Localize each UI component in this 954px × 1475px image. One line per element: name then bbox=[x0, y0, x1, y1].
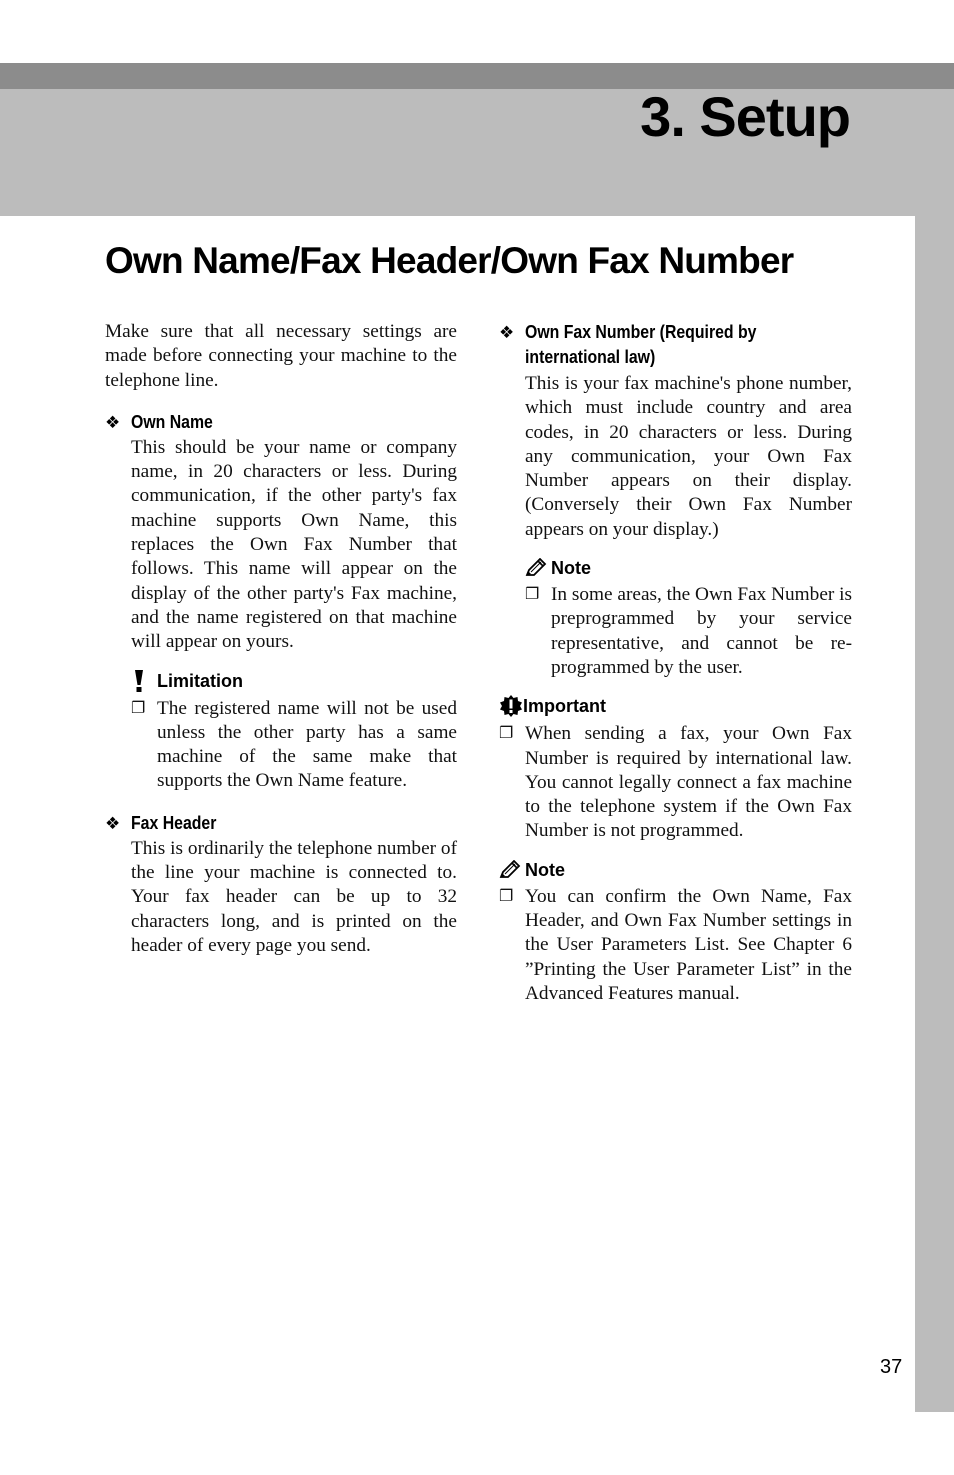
note-heading-text: Note bbox=[525, 859, 565, 880]
note-box-own-fax bbox=[525, 556, 852, 680]
fax-header-heading bbox=[105, 811, 457, 836]
four-diamond-icon: ❖ bbox=[105, 412, 121, 432]
left-column bbox=[105, 320, 457, 958]
own-name-heading bbox=[105, 410, 457, 435]
limitation-heading-text: Limitation bbox=[157, 670, 243, 691]
list-item bbox=[131, 697, 457, 794]
limitation-heading bbox=[131, 669, 457, 693]
important-box bbox=[499, 694, 852, 843]
note-box-general bbox=[499, 858, 852, 1006]
right-column bbox=[499, 320, 852, 1006]
checkbox-icon: ❐ bbox=[499, 725, 514, 743]
checkbox-icon: ❐ bbox=[499, 887, 514, 905]
note-item-text: You can confirm the Own Name, Fax Header, and Own Fax Number settings in the User Parameters List. See Chapter 6 ”Printing the User Parameter List” in the Advanced Features manual. bbox=[525, 885, 852, 1004]
pencil-icon bbox=[525, 558, 551, 578]
four-diamond-icon: ❖ bbox=[499, 323, 515, 342]
important-item-text: When sending a fax, your Own Fax Number is required by international law. You cannot legally connect a fax machine to the telephone system if the Own Fax Number is not programmed. bbox=[525, 723, 852, 842]
list-item bbox=[525, 583, 852, 680]
section-title: Own Name/Fax Header/Own Fax Number bbox=[105, 240, 794, 281]
own-name-heading-text: Own Name bbox=[131, 411, 213, 432]
page-number: 37 bbox=[880, 1356, 903, 1378]
own-fax-number-body: This is your fax machine's phone number, which must include country and area codes, in 20 characters or less. During any communication, your Own Fax Number appears on their display. (Conversely their Own Fax Number appears on your display.) bbox=[525, 373, 852, 540]
warning-seal-icon bbox=[499, 694, 525, 718]
note-heading-text: Note bbox=[551, 558, 591, 579]
fax-header-body: This is ordinarily the telephone number of the line your machine is connected to. Your fax header can be up to 32 characters long, and is printed on the header of every page you send. bbox=[131, 837, 457, 956]
own-fax-number-heading bbox=[499, 320, 852, 370]
exclamation-icon bbox=[131, 669, 157, 693]
note-heading bbox=[499, 858, 852, 882]
list-item bbox=[499, 722, 852, 843]
note-heading bbox=[525, 556, 852, 580]
checkbox-icon: ❐ bbox=[525, 586, 540, 604]
chapter-title: 3. Setup bbox=[640, 85, 850, 148]
own-fax-number-heading-text: Own Fax Number (Required by international law) bbox=[525, 322, 757, 367]
intro-paragraph: Make sure that all necessary settings are made before connecting your machine to the telephone line. bbox=[105, 321, 457, 391]
important-heading-text: Important bbox=[523, 696, 606, 717]
limitation-item-text: The registered name will not be used unless the other party has a same machine of the same make that supports the Own Name feature. bbox=[157, 697, 457, 792]
four-diamond-icon: ❖ bbox=[105, 813, 121, 833]
own-name-body: This should be your name or company name, in 20 characters or less. During communication, if the other party's fax machine supports Own Name, this replaces the Own Fax Number that follows. This name will appear on the display of the other party's Fax machine, and the name registered on that machine will appear on yours. bbox=[131, 436, 457, 653]
note-item-text: In some areas, the Own Fax Number is preprogrammed by your service representative, and cannot be re-programmed by the user. bbox=[551, 584, 852, 678]
limitation-box bbox=[131, 669, 457, 794]
list-item bbox=[499, 885, 852, 1006]
checkbox-icon: ❐ bbox=[131, 699, 146, 717]
important-heading bbox=[499, 694, 852, 718]
chapter-side-tab bbox=[915, 216, 954, 1412]
fax-header-heading-text: Fax Header bbox=[131, 812, 217, 833]
pencil-icon bbox=[499, 860, 525, 880]
